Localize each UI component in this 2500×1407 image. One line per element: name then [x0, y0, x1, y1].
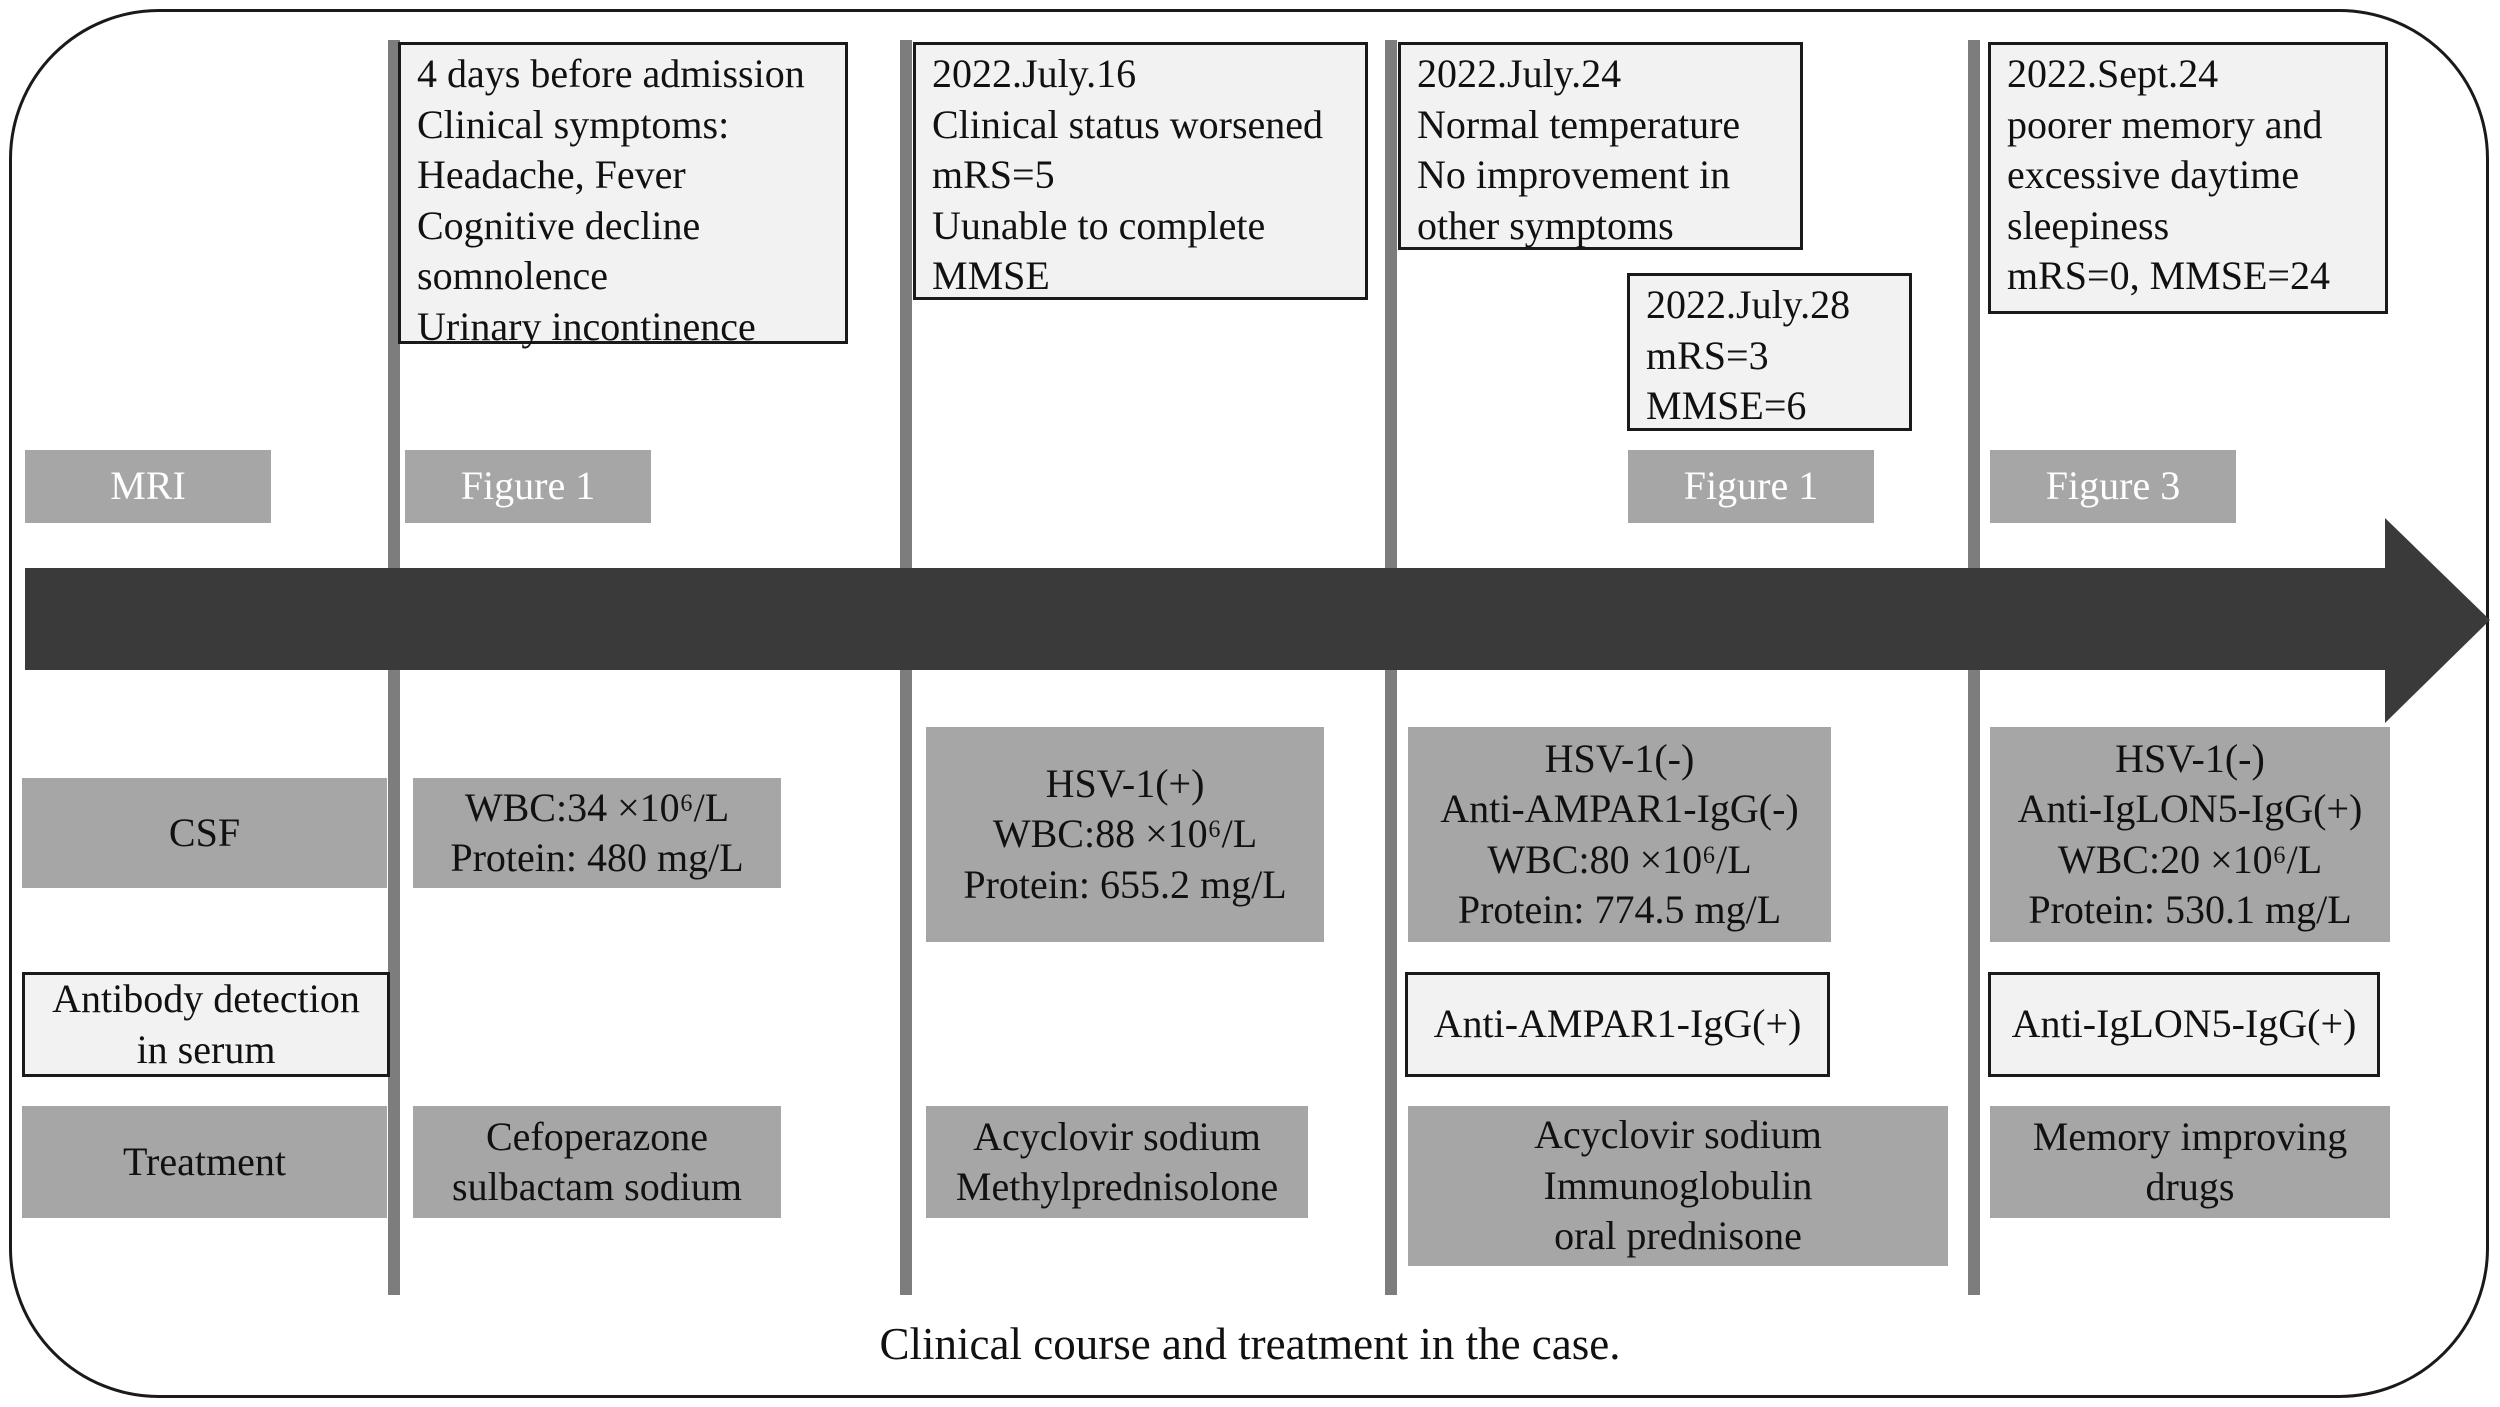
treatment-line: Memory improving: [2032, 1113, 2348, 1159]
csf-line: WBC:88 ×10⁶/L: [992, 811, 1258, 857]
note-line: Clinical status worsened: [932, 101, 1324, 147]
row-label-mri: [25, 450, 271, 523]
note-line: 2022.Sept.24: [2007, 51, 2219, 96]
csf-line: Protein: 480 mg/L: [450, 835, 744, 880]
csf-result-box: [1408, 727, 1831, 942]
note-line: mRS=3: [1646, 332, 1769, 378]
row-label-text: in serum: [136, 1026, 276, 1072]
mri-figure-label: Figure 1: [460, 463, 596, 509]
treatment-line: Acyclovir sodium: [973, 1113, 1261, 1159]
csf-result-box: [1990, 727, 2390, 942]
note-line: MMSE: [932, 253, 1050, 298]
mri-figure-label: Figure 1: [1683, 463, 1819, 509]
note-line: No improvement in: [1417, 152, 1731, 197]
antibody-result: Anti-AMPAR1-IgG(+): [1433, 1001, 1802, 1047]
note-line: Urinary incontinence: [417, 303, 756, 349]
antibody-result: Anti-IgLON5-IgG(+): [2011, 1001, 2357, 1047]
csf-line: HSV-1(-): [2115, 735, 2265, 781]
treatment-box: [1408, 1106, 1948, 1266]
note-july-24: [1398, 42, 1803, 250]
figure-caption: Clinical course and treatment in the case.: [879, 1319, 1621, 1369]
csf-line: WBC:20 ×10⁶/L: [2057, 836, 2323, 882]
row-label-antibody: [22, 972, 390, 1077]
csf-result-box: [926, 727, 1324, 942]
csf-line: Protein: 774.5 mg/L: [1457, 887, 1782, 932]
csf-line: HSV-1(-): [1544, 735, 1695, 781]
antibody-result-box: [1988, 972, 2380, 1077]
note-line: Normal temperature: [1417, 101, 1741, 147]
csf-line: Anti-AMPAR1-IgG(-): [1440, 786, 1799, 831]
treatment-line: Acyclovir sodium: [1534, 1112, 1822, 1158]
csf-line: HSV-1(+): [1045, 760, 1205, 806]
note-line: somnolence: [417, 253, 609, 298]
treatment-line: oral prednisone: [1554, 1213, 1802, 1259]
csf-line: WBC:34 ×10⁶/L: [464, 784, 730, 830]
note-before-admission: [398, 42, 848, 349]
csf-line: Protein: 655.2 mg/L: [963, 861, 1287, 907]
note-line: excessive daytime: [2007, 152, 2300, 197]
note-line: 2022.July.28: [1646, 282, 1851, 327]
treatment-line: Cefoperazone: [485, 1113, 709, 1159]
csf-result-box: [413, 778, 781, 888]
row-label-treatment: [22, 1106, 387, 1218]
row-label-text: Antibody detection: [52, 976, 360, 1021]
note-line: MMSE=6: [1646, 383, 1807, 428]
mri-figure-label: Figure 3: [2045, 463, 2181, 509]
antibody-result-box: [1405, 972, 1830, 1077]
note-line: Uunable to complete: [932, 202, 1266, 248]
treatment-line: drugs: [2145, 1164, 2235, 1209]
note-line: other symptoms: [1417, 202, 1674, 248]
note-july-28: [1627, 273, 1912, 431]
note-line: 2022.July.16: [932, 51, 1137, 96]
mri-figure-box: [1628, 450, 1874, 523]
note-line: Cognitive decline: [417, 202, 701, 248]
treatment-line: Immunoglobulin: [1543, 1162, 1813, 1208]
note-line: sleepiness: [2007, 202, 2170, 248]
note-line: 4 days before admission: [417, 51, 805, 96]
row-label-text: CSF: [168, 809, 241, 855]
mri-figure-box: [1990, 450, 2236, 523]
treatment-box: [413, 1106, 781, 1218]
treatment-box: [1990, 1106, 2390, 1218]
treatment-line: Methylprednisolone: [955, 1164, 1279, 1209]
note-july-16: [913, 42, 1368, 300]
mri-figure-box: [405, 450, 651, 523]
row-label-text: Treatment: [123, 1138, 286, 1184]
note-line: poorer memory and: [2007, 101, 2323, 147]
note-line: mRS=5: [932, 152, 1055, 197]
treatment-line: sulbactam sodium: [452, 1164, 742, 1209]
treatment-box: [926, 1106, 1308, 1218]
note-line: Headache, Fever: [417, 152, 686, 197]
note-line: 2022.July.24: [1417, 51, 1622, 96]
note-line: mRS=0, MMSE=24: [2007, 253, 2330, 298]
timeline-arrow: [25, 518, 2490, 723]
note-sept-24: [1988, 42, 2388, 314]
csf-line: Anti-IgLON5-IgG(+): [2017, 786, 2363, 831]
row-label-csf: [22, 778, 387, 888]
csf-line: WBC:80 ×10⁶/L: [1487, 836, 1752, 882]
csf-line: Protein: 530.1 mg/L: [2028, 887, 2352, 932]
row-label-text: MRI: [110, 463, 186, 509]
note-line: Clinical symptoms:: [417, 101, 730, 147]
